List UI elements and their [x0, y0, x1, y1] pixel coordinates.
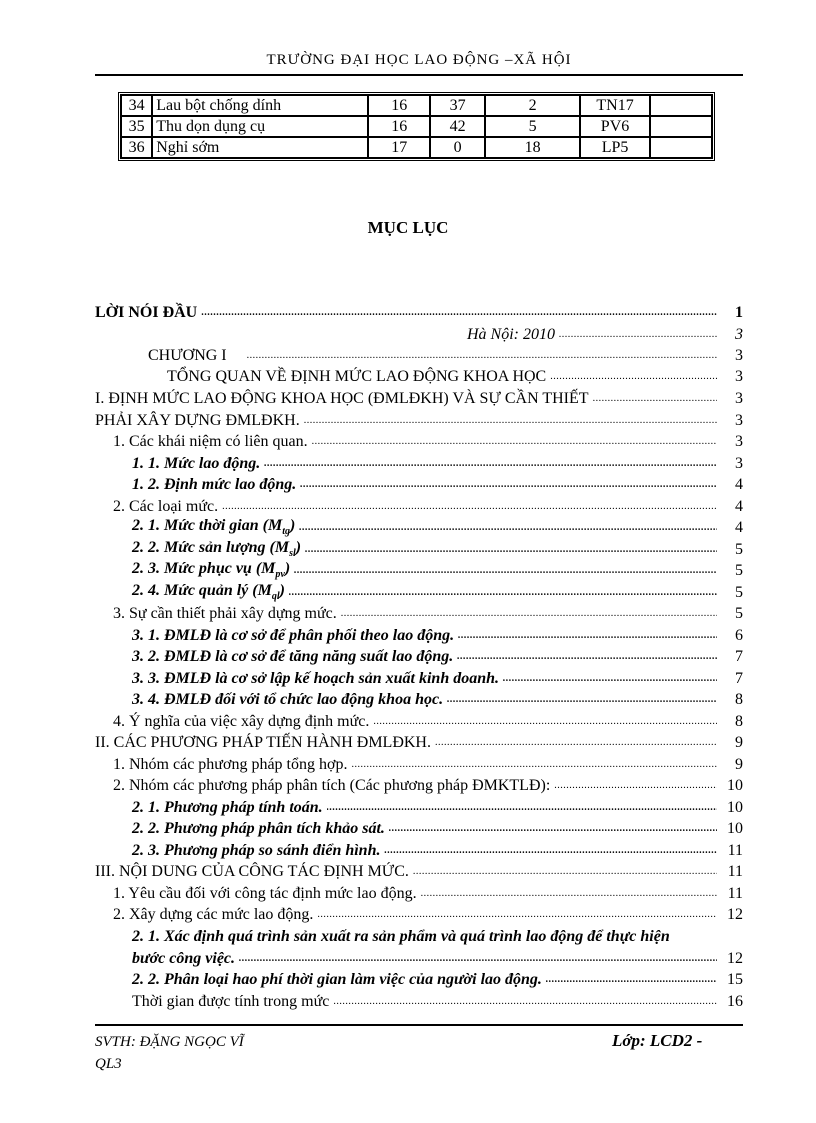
table-cell: Lau bột chống dính [152, 95, 368, 116]
table-cell: 0 [430, 137, 485, 158]
toc-entry-page: 10 [727, 820, 743, 837]
footer-author-class: QL3 [95, 1056, 122, 1072]
toc-entry-text: Thời gian được tính trong mức [132, 993, 330, 1010]
toc-entry-page: 3 [735, 390, 743, 407]
toc-entry-text: 2. Nhóm các phương pháp phân tích (Các phương pháp ĐMKTLĐ): [113, 777, 551, 794]
toc-entry-page: 4 [735, 498, 743, 515]
toc-entry-page: 5 [735, 541, 743, 558]
table-cell: 5 [485, 116, 580, 137]
toc-entry-text: bước công việc. [132, 950, 236, 967]
toc-entry-text: 1. 1. Mức lao động. [132, 455, 261, 472]
table-cell: 34 [121, 95, 152, 116]
toc-entry[interactable] [95, 859, 743, 881]
table-cell: PV6 [580, 116, 649, 137]
toc-entry[interactable] [95, 386, 743, 408]
toc-entry-text: 2. 1. Xác định quá trình sản xuất ra sản phẩm và quá trình lao động để thực hiện [132, 928, 670, 945]
toc-entry-page: 10 [727, 777, 743, 794]
leader-dots [247, 351, 717, 361]
toc-entry[interactable] [95, 408, 743, 430]
toc-entry[interactable] [95, 300, 743, 322]
toc-entry[interactable] [95, 343, 743, 365]
toc-entry-text: 2. 3. Phương pháp so sánh điển hình. [132, 842, 381, 859]
toc-entry[interactable] [95, 537, 743, 559]
toc-entry[interactable] [95, 666, 743, 688]
toc-entry-text: 1. Nhóm các phương pháp tổng hợp. [113, 756, 348, 773]
table-row [121, 95, 712, 116]
page-header: TRƯỜNG ĐẠI HỌC LAO ĐỘNG –XÃ HỘI [266, 52, 572, 68]
toc-entry-page: 3 [735, 347, 743, 364]
toc-entry-page: 8 [735, 713, 743, 730]
toc-entry-text: Hà Nội: 2010 [467, 326, 555, 343]
toc-entry[interactable] [95, 709, 743, 731]
toc-entry-text: 2. 2. Phương pháp phân tích khảo sát. [132, 820, 385, 837]
leader-dots [305, 545, 717, 555]
toc-entry-page: 8 [735, 691, 743, 708]
leader-dots [389, 824, 717, 834]
leader-dots [593, 394, 717, 404]
toc-entry-text: 2. 2. Phân loại hao phí thời gian làm việc của người lao động. [132, 971, 542, 988]
toc-entry-page: 11 [727, 842, 743, 859]
toc-entry-text: 2. Các loại mức. [113, 498, 219, 515]
leader-dots [458, 631, 717, 641]
toc-entry-page: 1 [735, 304, 743, 321]
toc-entry-text: 2. Xây dựng các mức lao động. [113, 906, 314, 923]
table-cell [650, 95, 712, 116]
leader-dots [546, 975, 717, 985]
toc-entry-page: 3 [735, 433, 743, 450]
toc-entry-page: 11 [727, 863, 743, 880]
leader-dots [457, 652, 717, 662]
toc-entry[interactable] [95, 946, 743, 968]
leader-dots [327, 803, 717, 813]
toc-entry-text: 2. 1. Mức thời gian $(M_{tg})$ [132, 516, 296, 537]
toc-entry-text: 4. Ý nghĩa của việc xây dựng định mức. [113, 713, 370, 730]
leader-dots [222, 502, 717, 512]
toc-entry-page: 12 [727, 950, 743, 967]
leader-dots [447, 695, 717, 705]
leader-dots [264, 459, 717, 469]
toc-entry-page: 3 [735, 455, 743, 472]
toc-entry-page: 9 [735, 756, 743, 773]
leader-dots [341, 609, 717, 619]
toc-entry-text: PHẢI XÂY DỰNG ĐMLĐKH. [95, 412, 300, 429]
toc-entry-page: 10 [727, 799, 743, 816]
toc-entry-page: 15 [727, 971, 743, 988]
toc-entry-page: 4 [735, 476, 743, 493]
toc-entry-text: I. ĐỊNH MỨC LAO ĐỘNG KHOA HỌC (ĐMLĐKH) VÀ SỰ CẦN THIẾT [95, 390, 589, 407]
toc-entry-page: 3 [735, 412, 743, 429]
toc-entry-text: II. CÁC PHƯƠNG PHÁP TIẾN HÀNH ĐMLĐKH. [95, 734, 431, 751]
table-row [121, 116, 712, 137]
table-cell [650, 137, 712, 158]
table-cell: 37 [430, 95, 485, 116]
leader-dots [239, 954, 717, 964]
toc-entry-text: 1. 2. Định mức lao động. [132, 476, 297, 493]
table-cell: Thu dọn dụng cụ [152, 116, 368, 137]
toc-entry[interactable] [95, 795, 743, 817]
table-cell: 18 [485, 137, 580, 158]
toc-entry-text: 2. 2. Mức sản lượng $(M_{sl})$ [132, 538, 302, 559]
table-cell: LP5 [580, 137, 649, 158]
leader-dots [503, 674, 717, 684]
toc-entry-page: 3 [735, 368, 743, 385]
toc-entry-text: III. NỘI DUNG CỦA CÔNG TÁC ĐỊNH MỨC. [95, 863, 409, 880]
leader-dots [299, 523, 717, 533]
toc-entry[interactable] [95, 472, 743, 494]
leader-dots [559, 330, 717, 340]
toc-entry[interactable] [95, 902, 743, 924]
leader-dots [317, 910, 717, 920]
toc-entry[interactable] [95, 644, 743, 666]
leader-dots [421, 889, 717, 899]
toc-entry-text: 3. 2. ĐMLĐ là cơ sở để tăng năng suất lao động. [132, 648, 454, 665]
table-cell: TN17 [580, 95, 649, 116]
toc-entry[interactable] [95, 322, 743, 344]
leader-dots [201, 308, 717, 318]
toc-entry[interactable] [95, 558, 743, 580]
toc-entry-page: 12 [727, 906, 743, 923]
toc-entry-text: TỔNG QUAN VỀ ĐỊNH MỨC LAO ĐỘNG KHOA HỌC [167, 368, 547, 385]
table-cell [650, 116, 712, 137]
toc-entry[interactable] [95, 924, 743, 946]
toc-entry-page: 5 [735, 562, 743, 579]
toc-entry-text: 1. Các khái niệm có liên quan. [113, 433, 308, 450]
toc-entry-page: 4 [735, 519, 743, 536]
toc-entry[interactable] [95, 429, 743, 451]
footer-class: Lớp: LCD2 - [612, 1031, 703, 1050]
toc-entry-text: 3. Sự cần thiết phải xây dựng mức. [113, 605, 337, 622]
leader-dots [304, 416, 717, 426]
table-cell: 36 [121, 137, 152, 158]
table-cell: 16 [368, 95, 430, 116]
footer-author [95, 1031, 244, 1075]
leader-dots [300, 480, 717, 490]
table-cell: 35 [121, 116, 152, 137]
toc-entry-page: 5 [735, 584, 743, 601]
leader-dots [550, 372, 717, 382]
toc-entry-text: 3. 4. ĐMLĐ đối với tổ chức lao động khoa học. [132, 691, 444, 708]
table-cell: 42 [430, 116, 485, 137]
toc-entry-text: 3. 1. ĐMLĐ là cơ sở để phân phối theo lao động. [132, 627, 455, 644]
leader-dots [333, 997, 717, 1007]
toc-entry-page: 11 [727, 885, 743, 902]
toc-entry-page: 5 [735, 605, 743, 622]
leader-dots [373, 717, 717, 727]
toc-entry[interactable] [95, 816, 743, 838]
header-rule [95, 74, 743, 76]
table-cell: 2 [485, 95, 580, 116]
toc-entry[interactable] [95, 687, 743, 709]
toc-entry-page: 6 [735, 627, 743, 644]
toc-entry[interactable] [95, 580, 743, 602]
toc-entry-page: 9 [735, 734, 743, 751]
toc-entry-page: 7 [735, 648, 743, 665]
toc-entry[interactable] [95, 451, 743, 473]
toc-entry[interactable] [95, 515, 743, 537]
toc-entry-page: 16 [727, 993, 743, 1010]
toc-entry[interactable] [95, 494, 743, 516]
toc-entry-text: 3. 3. ĐMLĐ là cơ sở lập kế hoạch sản xuất kinh doanh. [132, 670, 500, 687]
toc-entry-text: 2. 3. Mức phục vụ $(M_{pv})$ [132, 559, 291, 580]
table-cell: Nghỉ sớm [152, 137, 368, 158]
leader-dots [289, 588, 717, 598]
toc-title: MỤC LỤC [367, 218, 449, 237]
footer-author-name: SVTH: ĐẶNG NGỌC VĨ [95, 1034, 244, 1050]
toc-entry-text: 1. Yêu cầu đối với công tác định mức lao động. [113, 885, 417, 902]
leader-dots [413, 867, 717, 877]
toc-entry[interactable] [95, 752, 743, 774]
toc-entry-page: 3 [735, 326, 743, 343]
toc-entry[interactable] [95, 838, 743, 860]
toc-entry-text: LỜI NÓI ĐẦU [95, 304, 198, 321]
leader-dots [312, 437, 717, 447]
toc-entry[interactable] [95, 989, 743, 1011]
toc-entry[interactable] [95, 601, 743, 623]
toc-entry-text: 2. 1. Phương pháp tính toán. [132, 799, 323, 816]
table-cell: 17 [368, 137, 430, 158]
table-row [121, 137, 712, 158]
leader-dots [351, 760, 717, 770]
toc-entry[interactable] [95, 730, 743, 752]
toc-entry-text: CHƯƠNG I [148, 347, 227, 364]
leader-dots [554, 781, 717, 791]
footer-rule [95, 1024, 743, 1026]
toc-entry[interactable] [95, 364, 743, 386]
leader-dots [384, 846, 717, 856]
toc-entry[interactable] [95, 881, 743, 903]
leader-dots [435, 738, 717, 748]
toc-entry-page: 7 [735, 670, 743, 687]
table-cell: 16 [368, 116, 430, 137]
toc-entry[interactable] [95, 967, 743, 989]
toc-entry[interactable] [95, 773, 743, 795]
leader-dots [294, 566, 717, 576]
toc-entry-text: 2. 4. Mức quản lý $(M_{ql})$ [132, 581, 285, 602]
toc-entry[interactable] [95, 623, 743, 645]
data-table [118, 92, 715, 161]
